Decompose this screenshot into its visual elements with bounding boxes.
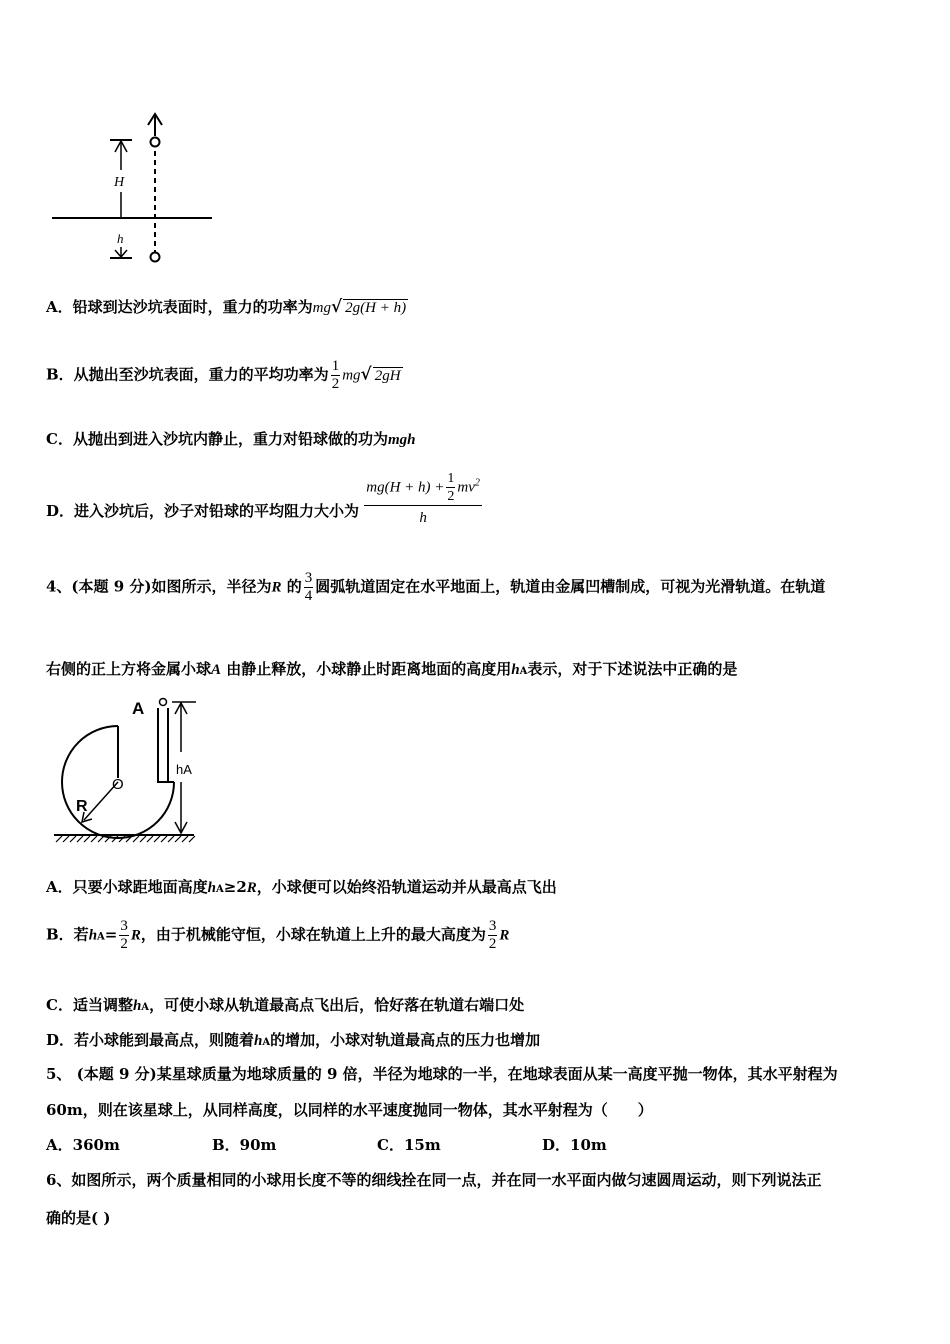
q3-option-d: D．进入沙坑后，沙子对铅球的平均阻力大小为 mg(H + h) + $\frac{1}{2}$ $mv^2$ h <box>46 471 480 526</box>
q5-option-a: A．360m <box>46 1136 120 1154</box>
label-h: h <box>117 231 124 246</box>
label-H: H <box>114 175 125 190</box>
q6-stem-line1: 6、如图所示，两个质量相同的小球用长度不等的细线拴在同一点，并在同一水平面内做匀速圆周运动，则下列说法正 <box>46 1171 822 1189</box>
q4-option-b: B．若hA= $\frac{3}{2}$ R，由于机械能守恒，小球在轨道上上升的最大高度为 $\frac{3}{2}$ R <box>46 918 510 952</box>
label-O: O <box>112 776 124 793</box>
label-hA: hA <box>176 762 192 777</box>
q4-stem-line2: 右侧的正上方将金属小球A 由静止释放，小球静止时距离地面的高度用hA表示，对于下述说法中正确的是 <box>46 660 738 678</box>
q3-option-a: A．铅球到达沙坑表面时，重力的功率为mg√ 2g(H + h) <box>46 297 407 317</box>
q3-option-c: C．从抛出到进入沙坑内静止，重力对铅球做的功为mgh <box>46 430 416 448</box>
q5-option-b: B．90m <box>212 1136 277 1154</box>
label-R: R <box>76 798 88 815</box>
q4-option-d: D．若小球能到最高点，则随着hA的增加，小球对轨道最高点的压力也增加 <box>46 1031 541 1049</box>
figure-circular-track <box>48 692 208 854</box>
q5-option-d: D．10m <box>542 1136 607 1154</box>
q4-option-c: C．适当调整hA，可使小球从轨道最高点飞出后，恰好落在轨道右端口处 <box>46 996 525 1014</box>
q5-option-c: C．15m <box>377 1136 441 1154</box>
q3-option-b: B．从抛出至沙坑表面，重力的平均功率为 $\frac{1}{2}$ mg√ 2gH <box>46 358 401 392</box>
q5-stem-line1: 5、 (本题 9 分)某星球质量为地球质量的 9 倍，半径为地球的一半，在地球表面从某一高度平抛一物体，其水平射程为 <box>46 1065 838 1083</box>
q5-stem-line2: 60m，则在该星球上，从同样高度，以同样的水平速度抛同一物体，其水平射程为（ ） <box>46 1101 653 1119</box>
q6-stem-line2: 确的是( ) <box>46 1209 111 1227</box>
q3-d-fraction: mg(H + h) + $\frac{1}{2}$ $mv^2$ h <box>366 471 480 526</box>
figure-vertical-throw <box>40 108 220 270</box>
label-A: A <box>132 699 145 718</box>
q4-stem-line1: 4、(本题 9 分)如图所示，半径为R 的 $\frac{3}{4}$ 圆弧轨道固定在水平地面上，轨道由金属凹槽制成，可视为光滑轨道。在轨道 <box>46 570 826 604</box>
q4-option-a: A．只要小球距地面高度hA≥2R，小球便可以始终沿轨道运动并从最高点飞出 <box>46 878 557 896</box>
